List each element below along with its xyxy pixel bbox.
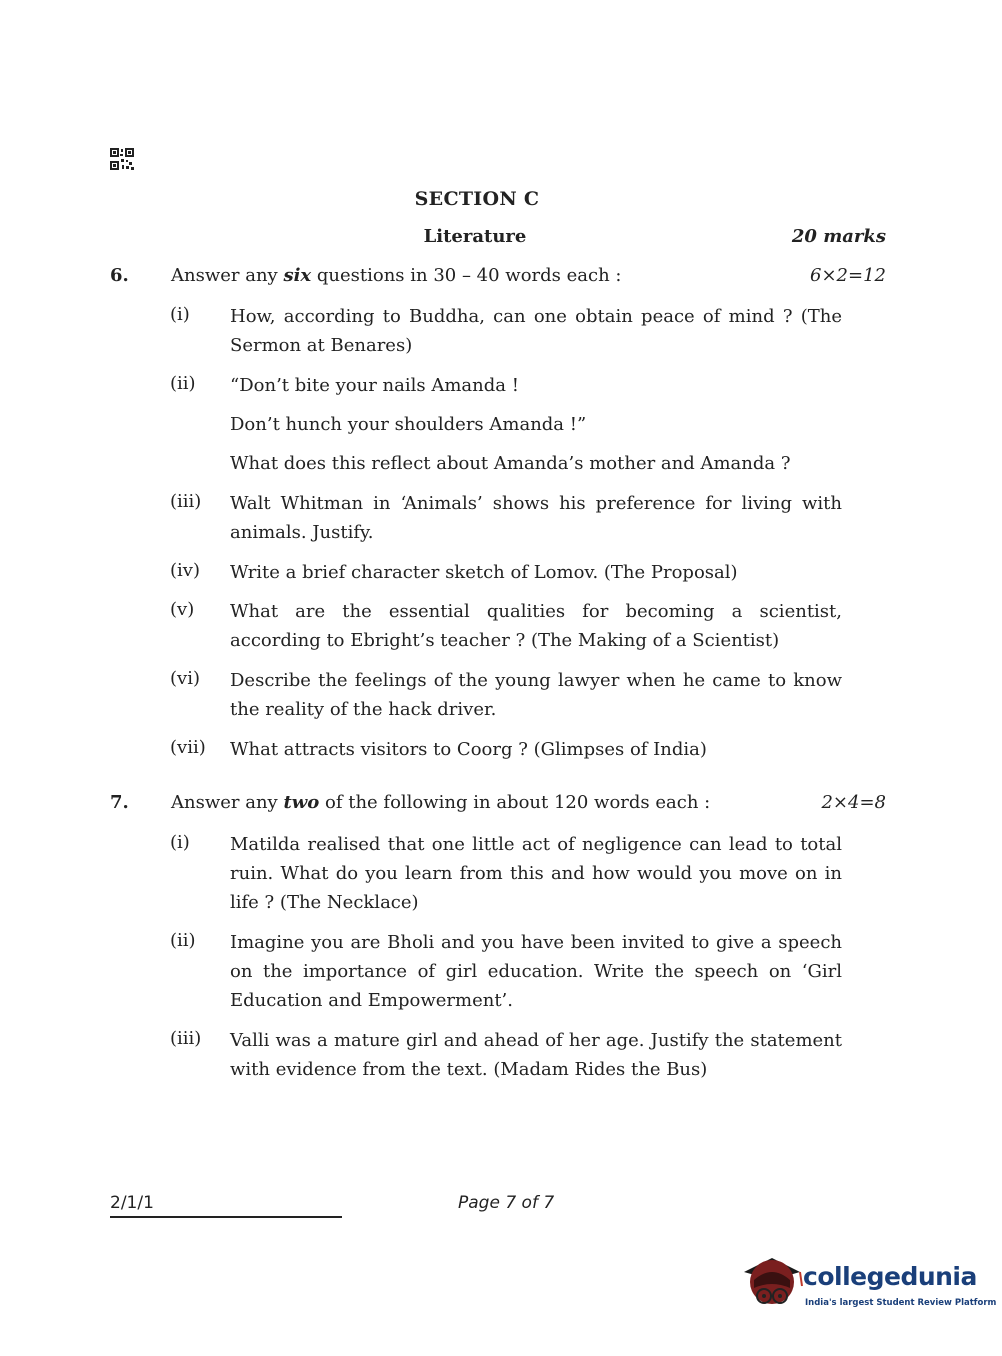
paper-code: 2/1/1 [110, 1193, 154, 1213]
item-number: (iv) [170, 560, 200, 581]
item-text: Write a brief character sketch of Lomov. (The Proposal) [230, 562, 738, 583]
footer-divider [110, 1216, 342, 1218]
item-text: Valli was a mature girl and ahead of her age. Justify the statement with evidence from the text. (Madam Rides the Bus) [230, 1030, 842, 1080]
question-marks: 6×2=12 [810, 265, 886, 286]
item-number: (iii) [170, 491, 202, 512]
question-number: 6. [110, 265, 129, 286]
item-number: (v) [170, 599, 195, 620]
item-text: Don’t hunch your shoulders Amanda !” [230, 414, 587, 435]
item-text: What does this reflect about Amanda’s mother and Amanda ? [230, 453, 791, 474]
question-prompt: Answer any two of the following in about 120 words each : [171, 792, 711, 813]
question-number: 7. [110, 792, 129, 813]
item-text: Walt Whitman in ‘Animals’ shows his preference for living with animals. Justify. [230, 493, 842, 543]
item-text: Imagine you are Bholi and you have been invited to give a speech on the importance of girl education. Write the speech on ‘Girl Education and Empowerment’. [230, 932, 842, 1011]
item-number: (i) [170, 832, 190, 853]
logo-tagline: India's largest Student Review Platform [805, 1298, 997, 1308]
section-title: SECTION C [414, 188, 540, 210]
item-text: Matilda realised that one little act of negligence can lead to total ruin. What do you learn from this and how would you move on in life ? (The Necklace) [230, 834, 842, 913]
item-number: (iii) [170, 1028, 202, 1049]
item-number: (vii) [170, 737, 206, 758]
item-text: Describe the feelings of the young lawyer when he came to know the reality of the hack driver. [230, 670, 842, 720]
item-number: (ii) [170, 373, 196, 394]
item-text: What attracts visitors to Coorg ? (Glimpses of India) [230, 739, 707, 760]
item-text: “Don’t bite your nails Amanda ! [230, 375, 519, 396]
question-marks: 2×4=8 [821, 792, 886, 813]
question-prompt: Answer any six questions in 30 – 40 words each : [171, 265, 622, 286]
item-text: How, according to Buddha, can one obtain peace of mind ? (The Sermon at Benares) [230, 306, 842, 356]
item-text: What are the essential qualities for becoming a scientist, according to Ebright’s teacher ? (The Making of a Scientist) [230, 601, 842, 651]
item-number: (vi) [170, 668, 200, 689]
section-subtitle: Literature [423, 226, 527, 247]
item-number: (ii) [170, 930, 196, 951]
section-marks: 20 marks [791, 226, 886, 247]
logo-wordmark: collegedunia [803, 1262, 977, 1291]
page-number: Page 7 of 7 [458, 1193, 555, 1213]
qr-code-icon [110, 148, 134, 170]
item-number: (i) [170, 304, 190, 325]
